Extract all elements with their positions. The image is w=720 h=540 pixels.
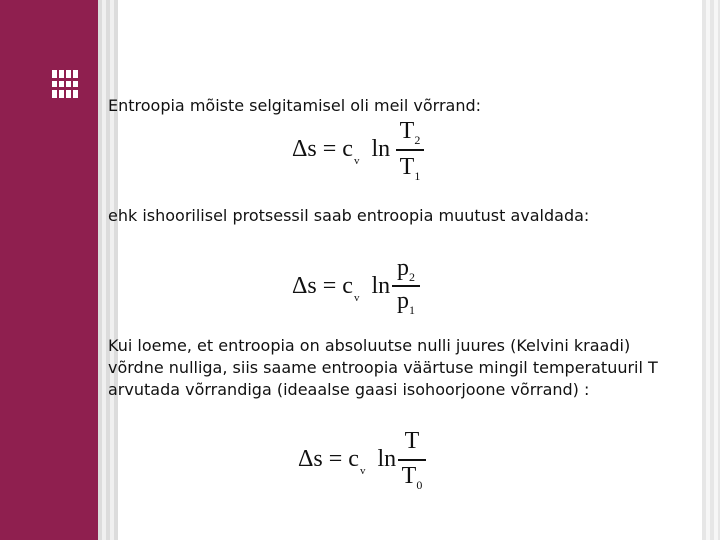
eq2-fraction-bar (392, 285, 420, 287)
eq3-den-sub: 0 (416, 478, 423, 492)
eq2-lhs: Δs = c (292, 273, 353, 299)
eq1-num-sub: 2 (414, 133, 421, 147)
paragraph-absolute-zero: Kui loeme, et entroopia on absoluutse nulli juures (Kelvini kraadi) võrdne nulliga, siis saame entroopia väärtuse mingil temperatuuril T arvutada võrrandiga (ideaalse gaasi isohoorjoone võrrand) : (108, 336, 658, 399)
eq2-den: p (397, 288, 409, 314)
logo-icon (52, 70, 84, 102)
equation-entropy-absolute (298, 428, 438, 498)
eq1-den-sub: 1 (414, 169, 421, 183)
eq2-num-sub: 2 (409, 270, 415, 284)
eq3-num: T (404, 428, 420, 454)
eq1-lhs: Δs = c (292, 136, 353, 162)
left-stripe-band (98, 0, 118, 540)
eq1-den: T (399, 154, 415, 180)
eq3-lhs: Δs = c (298, 446, 359, 472)
eq3-ln: ln (377, 446, 397, 472)
eq2-num: p (397, 255, 409, 281)
eq2-ln: ln (371, 273, 391, 299)
eq1-sub: v (353, 155, 360, 167)
eq2-sub: v (353, 292, 360, 304)
eq3-den: T (401, 463, 417, 489)
equation-entropy-temperature-ratio (292, 118, 432, 188)
eq1-fraction-bar (396, 149, 424, 151)
eq3-sub: v (359, 465, 366, 477)
right-stripe-band (702, 0, 720, 540)
eq1-num: T (399, 118, 415, 144)
eq1-ln: ln (371, 136, 391, 162)
equation-entropy-pressure-ratio (292, 255, 432, 325)
eq2-den-sub: 1 (409, 303, 415, 317)
paragraph-intro: Entroopia mõiste selgitamisel oli meil võrrand: (108, 96, 482, 115)
eq3-fraction-bar (398, 459, 426, 461)
paragraph-isothermal: ehk ishoorilisel protsessil saab entroopia muutust avaldada: (108, 206, 590, 225)
